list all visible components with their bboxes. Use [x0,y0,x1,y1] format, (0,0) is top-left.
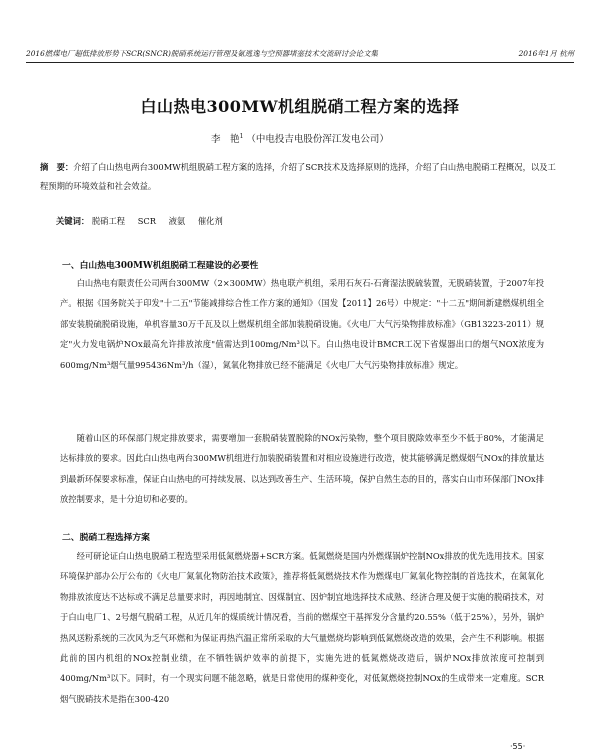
keyword: 催化剂 [197,216,223,226]
keywords [56,213,556,229]
section-heading-2: 二、脱硝工程选择方案 [62,533,150,543]
keywords-label: 关键词： [56,216,90,226]
keyword: 液氨 [168,216,186,226]
keyword: SCR [137,216,156,226]
section-1-paragraph-2: 随着山区的环保部门规定排放要求，需要增加一套脱硝装置脱除的NOx污染物，整个项目脱除效率至少不低于80%，才能满足达标排放的要求。因此白山热电两台300MW机组进行加装脱硝装置和对相应设施进行改造，使其能够满足燃煤烟气NOx的排放量达到最新环保要求标准，保证白山热电的可持续发展、以达到改善生产、生活环境，保护自然生态的目的，落实白山市环保部门NOx排放控制要求，是十分迫切和必要的。 [60,433,544,505]
author-affiliation: （中电投吉电股份浑江发电公司） [246,134,389,145]
abstract [40,158,558,196]
author-name: 李 艳 [211,134,240,145]
running-head [26,48,574,59]
author-line: 李 艳$^1$ （中电投吉电股份浑江发电公司） [211,132,389,145]
abstract-text: 介绍了白山热电两台300MW机组脱硝工程方案的选择，介绍了SCR技术及选择原则的选择，介绍了白山热电脱硝工程概况，以及工程预期的环境效益和社会效益。 [40,162,556,191]
section-1-paragraph-1: 白山热电有限责任公司两台300MW（2×300MW）热电联产机组，采用石灰石-石膏湿法脱硫装置，无脱硝装置，于2007年投产。根据《国务院关于印发"十二五"节能减排综合性工作方案的通知》（国发【2011】26号）中规定："十二五"期间新建燃煤机组全部安装脱硫脱硝设施，单机容量30万千瓦及以上燃煤机组全部加装脱硝设施。《火电厂大气污染物排放标准》（GB13223-2011）规定"火力发电锅炉NOx最高允许排放浓度"值需达到100mg/Nm³以下。白山热电设计BMCR工况下省煤器出口的烟气NOX浓度为600mg/Nm³烟气量995436Nm³/h（湿），氮氧化物排放已经不能满足《火电厂大气污染物排放标准》规定。 [60,278,544,370]
running-head-left: 2016燃煤电厂超低排放形势下SCR(SNCR)脱硝系统运行管理及氨逃逸与空预器堵塞技术交流研讨会论文集 [26,49,378,58]
header-divider [26,62,574,63]
keyword: 脱硝工程 [91,216,126,226]
abstract-label: 摘 要： [40,162,74,172]
section-heading-1: 一、白山热电300MW机组脱硝工程建设的必要性 [62,261,259,271]
page-number: ·55· [510,742,526,751]
section-2-paragraph-1: 经可研论证白山热电脱硝工程选型采用低氮燃烧器+SCR方案。低氮燃烧是国内外燃煤锅炉控制NOx排放的优先选用技术。国家环境保护部办公厅公布的《火电厂氮氧化物防治技术政策》，推荐将低氮燃烧技术作为燃煤电厂氮氧化物控制的首选技术，在氮氧化物排放浓度达不达标或不满足总量要求时，再因地制宜、因煤制宜、因炉制宜地选择技术成熟、经济合理及便于实施的脱硝技术，对于白山电厂1、2号烟气脱硝工程，从近几年的煤质统计情况看，当前的燃煤空干基挥发分含量约20.55%（低于25%），另外，锅炉热风送粉系统的三次风为乏气环燃和为保证再热汽温正常所采取的大气量燃烧均影响到低氮燃烧改造的效果，会产生不利影响。根据此前的国内机组的NOx控制业绩，在不牺牲锅炉效率的前提下，实施先进的低氮燃烧改造后，锅炉NOx排放浓度可控制到400mg/Nm³以下。同时，有一个现实问题不能忽略，就是日常使用的煤种变化，对低氮燃烧控制NOx的生成带来一定难度。SCR烟气脱硝技术是指在300-420 [60,551,544,704]
paper-title: 白山热电300MW机组脱硝工程方案的选择 [140,97,460,116]
running-head-right: 2016年1月 杭州 [518,49,574,58]
